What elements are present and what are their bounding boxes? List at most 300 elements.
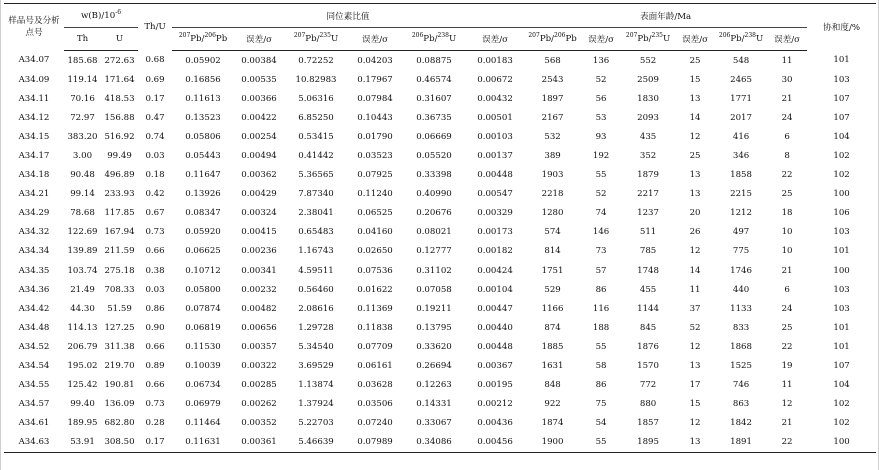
- cell-ratio-207-235: 1.16743: [298, 246, 334, 257]
- cell-ratio-206-238: 0.26694: [416, 361, 452, 372]
- cell-error: 10: [781, 227, 793, 238]
- cell-ratio-207-206: 0.11530: [185, 341, 221, 352]
- header-th: Th: [64, 28, 101, 51]
- cell-concordance: 107: [833, 112, 850, 123]
- cell-age-207-235: 785: [639, 246, 657, 257]
- cell-age-206-238: 775: [732, 246, 750, 257]
- cell-error: 0.01790: [357, 131, 393, 142]
- cell-error: 0.00236: [241, 246, 277, 257]
- cell-th: 53.91: [64, 433, 101, 453]
- cell-ratio-207-235: 0.53415: [298, 131, 334, 142]
- cell-error: 0.00672: [477, 74, 513, 85]
- cell-ratio-206-238: 0.33398: [416, 170, 452, 181]
- cell-error: 25: [689, 151, 701, 162]
- cell-sample-id: A34.61: [18, 418, 50, 429]
- header-sample-id: 样品号及分析点号: [4, 4, 64, 51]
- cell-error: 0.00448: [477, 341, 513, 352]
- cell-error: 0.00656: [241, 322, 277, 333]
- cell-ratio-206-238: 0.46574: [416, 74, 452, 85]
- cell-u: 99.49: [107, 151, 132, 162]
- cell-concordance: 104: [833, 131, 850, 142]
- cell-ratio-206-238: 0.06669: [416, 131, 452, 142]
- cell-error: 0.00384: [241, 55, 277, 66]
- cell-age-206-238: 1771: [730, 93, 752, 104]
- cell-error: 0.07536: [357, 265, 393, 276]
- header-isotope-ratios: 同位素比值: [172, 4, 524, 28]
- cell-ratio-207-206: 0.11613: [185, 93, 221, 104]
- cell-age-207-235: 1876: [637, 341, 659, 352]
- cell-sample-id: A34.21: [18, 189, 50, 200]
- cell-ratio-206-238: 0.08875: [416, 55, 452, 66]
- cell-error: 0.00501: [477, 112, 513, 123]
- cell-ratio-207-206: 0.07874: [185, 303, 221, 314]
- cell-ratio-207-206: 0.05902: [185, 55, 221, 66]
- cell-ratio-207-206: 0.11647: [185, 170, 221, 181]
- cell-error: 14: [689, 112, 701, 123]
- cell-error: 116: [592, 303, 610, 314]
- table-row: [4, 146, 876, 165]
- cell-age-207-206: 2167: [541, 112, 564, 123]
- cell-age-206-238: 497: [732, 227, 750, 238]
- cell-error: 0.04160: [357, 227, 393, 238]
- cell-ratio-206-238: 0.14331: [416, 399, 452, 410]
- cell-error: 56: [595, 93, 607, 104]
- table-row: [4, 337, 876, 356]
- cell-ratio-207-206: 0.10039: [185, 361, 221, 372]
- cell-error: 21: [781, 265, 793, 276]
- cell-u: 117.85: [104, 208, 135, 219]
- cell-error: 25: [781, 322, 793, 333]
- cell-ratio-206-238: 0.31102: [416, 265, 452, 276]
- cell-error: 20: [689, 208, 701, 219]
- cell-u: 219.70: [104, 361, 135, 372]
- cell-age-206-238: 548: [732, 55, 750, 66]
- cell-ratio-207-235: 10.82983: [295, 74, 337, 85]
- cell-error: 13: [689, 189, 701, 200]
- cell-concordance: 102: [833, 170, 850, 181]
- cell-sample-id: A34.52: [18, 341, 50, 352]
- cell-error: 0.00429: [241, 189, 277, 200]
- cell-error: 0.10443: [357, 112, 393, 123]
- cell-ratio-207-206: 0.05443: [185, 151, 221, 162]
- cell-age-206-238: 833: [732, 322, 750, 333]
- cell-sample-id: A34.57: [18, 399, 50, 410]
- cell-ratio-207-206: 0.06979: [185, 399, 221, 410]
- cell-age-207-206: 2543: [541, 74, 564, 85]
- cell-th: 90.48: [70, 170, 95, 181]
- cell-age-207-206: 1885: [541, 341, 564, 352]
- cell-ratio-207-235: 5.06316: [298, 93, 334, 104]
- cell-error: 0.00341: [241, 265, 277, 276]
- cell-age-207-235: 2217: [637, 189, 659, 200]
- header-ratio-207-206: $^{207}$Pb/$^{206}$Pb: [172, 28, 234, 51]
- cell-ratio-206-238: 0.13795: [416, 322, 452, 333]
- cell-sample-id: A34.36: [18, 284, 50, 295]
- cell-th: 70.16: [70, 93, 95, 104]
- cell-th-u-ratio: 0.73: [145, 227, 165, 238]
- cell-concordance: 103: [833, 303, 850, 314]
- cell-th-u-ratio: 0.38: [145, 265, 165, 276]
- cell-th-u-ratio: 0.42: [145, 189, 165, 200]
- cell-age-207-206: 1900: [524, 433, 581, 453]
- cell-error: 0.00362: [241, 170, 277, 181]
- cell-concordance: 100: [833, 265, 850, 276]
- cell-concordance: 101: [833, 341, 850, 352]
- cell-error: 0.03628: [357, 380, 393, 391]
- cell-sample-id: A34.54: [18, 361, 50, 372]
- cell-u: 51.59: [107, 303, 132, 314]
- cell-error: 0.00547: [477, 189, 513, 200]
- cell-th: 72.97: [70, 112, 95, 123]
- cell-age-206-238: 1858: [730, 170, 752, 181]
- cell-error: 0.03506: [357, 399, 393, 410]
- cell-ratio-206-238: 0.05520: [416, 151, 452, 162]
- cell-error: 0.07240: [357, 418, 393, 429]
- cell-age-207-235: 1895: [621, 433, 675, 453]
- cell-age-207-206: 1874: [541, 418, 564, 429]
- cell-error: 22: [781, 341, 793, 352]
- cell-th: 206.79: [67, 341, 98, 352]
- cell-sample-id: A34.35: [18, 265, 50, 276]
- cell-concordance: 107: [833, 361, 850, 372]
- cell-sample-id: A34.07: [18, 55, 50, 66]
- cell-error: 14: [689, 265, 701, 276]
- cell-error: 136: [592, 55, 610, 66]
- table-row: [4, 261, 876, 280]
- cell-error: 18: [781, 208, 793, 219]
- cell-error: 0.00262: [241, 399, 277, 410]
- cell-error: 13: [689, 170, 701, 181]
- cell-ratio-207-206: 0.06734: [185, 380, 221, 391]
- cell-error: 86: [595, 380, 607, 391]
- cell-age-207-235: 1570: [637, 361, 659, 372]
- cell-th-u-ratio: 0.68: [145, 55, 165, 66]
- cell-error: 75: [595, 399, 607, 410]
- cell-th-u-ratio: 0.67: [145, 208, 165, 219]
- cell-error: 0.00322: [241, 361, 277, 372]
- cell-age-207-206: 814: [544, 246, 561, 257]
- cell-error: 0.11838: [357, 322, 393, 333]
- cell-ratio-207-206: 0.08347: [185, 208, 221, 219]
- table-row: [4, 376, 876, 395]
- cell-u: 516.92: [104, 131, 135, 142]
- cell-error: 0.06525: [357, 208, 393, 219]
- cell-th-u-ratio: 0.47: [145, 112, 165, 123]
- cell-age-207-206: 1631: [541, 361, 564, 372]
- cell-u: 156.88: [104, 112, 135, 123]
- cell-th: 119.14: [67, 74, 98, 85]
- cell-error: 0.04203: [357, 55, 393, 66]
- cell-error: 0.00366: [241, 93, 277, 104]
- cell-u: 272.63: [104, 55, 135, 66]
- cell-error: 19: [781, 361, 793, 372]
- cell-th-u-ratio: 0.66: [145, 380, 165, 391]
- cell-error: 8: [784, 151, 790, 162]
- cell-ratio-207-235: 7.87340: [298, 189, 334, 200]
- cell-ratio-207-235: 5.46639: [284, 433, 348, 453]
- cell-error: 13: [689, 93, 701, 104]
- cell-sample-id: A34.32: [18, 227, 50, 238]
- cell-concordance: 101: [833, 246, 850, 257]
- cell-sample-id: A34.34: [18, 246, 50, 257]
- cell-sample-id: A34.15: [18, 131, 50, 142]
- cell-error: 0.00285: [241, 380, 277, 391]
- cell-sample-id: A34.63: [4, 433, 64, 453]
- table-row: [4, 357, 876, 376]
- cell-th: 195.02: [67, 361, 98, 372]
- cell-age-207-206: 574: [544, 227, 561, 238]
- cell-error: 0.11240: [357, 189, 393, 200]
- cell-concordance: 100: [807, 433, 876, 453]
- cell-error: 58: [595, 361, 607, 372]
- table-row: [4, 51, 876, 71]
- header-error: 误差/σ: [234, 28, 284, 51]
- cell-ratio-207-235: 5.22703: [298, 418, 334, 429]
- cell-th: 21.49: [70, 284, 95, 295]
- cell-concordance: 107: [833, 93, 850, 104]
- cell-error: 15: [689, 399, 701, 410]
- cell-ratio-207-206: 0.13926: [185, 189, 221, 200]
- cell-concordance: 103: [833, 227, 850, 238]
- cell-ratio-207-206: 0.06819: [185, 322, 221, 333]
- cell-error: 21: [781, 418, 793, 429]
- cell-u: 167.94: [104, 227, 135, 238]
- cell-age-207-235: 2093: [637, 112, 659, 123]
- table-row: [4, 70, 876, 89]
- cell-error: 0.00329: [477, 208, 513, 219]
- cell-error: 15: [689, 74, 701, 85]
- cell-error: 146: [592, 227, 610, 238]
- cell-error: 0.00324: [241, 208, 277, 219]
- cell-error: 55: [595, 170, 607, 181]
- header-error: 误差/σ: [767, 28, 807, 51]
- header-error: 误差/σ: [581, 28, 621, 51]
- table-row: [4, 414, 876, 433]
- cell-error: 54: [595, 418, 607, 429]
- cell-ratio-207-206: 0.11464: [185, 418, 221, 429]
- cell-age-206-238: 346: [732, 151, 750, 162]
- cell-u: 171.64: [104, 74, 135, 85]
- cell-concordance: 103: [833, 284, 850, 295]
- cell-ratio-207-206: 0.11631: [172, 433, 234, 453]
- table-row: [4, 89, 876, 108]
- cell-age-207-206: 922: [544, 399, 561, 410]
- header-th-u: Th/U: [138, 4, 172, 51]
- cell-error: 0.00447: [477, 303, 513, 314]
- table-body: [4, 51, 876, 453]
- cell-th-u-ratio: 0.86: [145, 303, 165, 314]
- cell-ratio-207-206: 0.05920: [185, 227, 221, 238]
- cell-age-206-238: 746: [732, 380, 750, 391]
- cell-error: 0.00432: [477, 93, 513, 104]
- cell-age-207-235: 880: [639, 399, 657, 410]
- cell-age-206-238: 1133: [730, 303, 752, 314]
- cell-error: 0.01622: [357, 284, 393, 295]
- cell-error: 0.00104: [477, 284, 513, 295]
- table-row: [4, 395, 876, 414]
- cell-ratio-207-206: 0.10712: [185, 265, 221, 276]
- cell-sample-id: A34.17: [18, 151, 50, 162]
- cell-error: 52: [595, 74, 607, 85]
- cell-error: 0.00254: [241, 131, 277, 142]
- cell-concordance: 102: [833, 151, 850, 162]
- cell-age-207-206: 1166: [541, 303, 564, 314]
- table-row: [4, 185, 876, 204]
- cell-th-u-ratio: 0.66: [145, 246, 165, 257]
- cell-th: 78.68: [70, 208, 95, 219]
- cell-age-206-238: 2017: [730, 112, 752, 123]
- cell-error: 0.00367: [477, 361, 513, 372]
- cell-age-206-238: 440: [732, 284, 750, 295]
- cell-error: 21: [781, 93, 793, 104]
- table-row: [4, 127, 876, 146]
- cell-ratio-206-238: 0.36735: [416, 112, 452, 123]
- cell-sample-id: A34.48: [18, 322, 50, 333]
- cell-age-207-235: 1857: [637, 418, 659, 429]
- cell-error: 0.00415: [241, 227, 277, 238]
- cell-error: 188: [592, 322, 610, 333]
- cell-th-u-ratio: 0.17: [145, 93, 165, 104]
- cell-concordance: 101: [833, 55, 850, 66]
- cell-age-207-206: 874: [544, 322, 561, 333]
- cell-u: 496.89: [104, 170, 135, 181]
- cell-concordance: 106: [833, 208, 850, 219]
- cell-ratio-207-206: 0.13523: [185, 112, 221, 123]
- cell-error: 0.00357: [241, 341, 277, 352]
- cell-sample-id: A34.11: [18, 93, 50, 104]
- cell-ratio-207-235: 3.69529: [298, 361, 334, 372]
- cell-ratio-207-206: 0.16856: [185, 74, 221, 85]
- cell-error: 13: [675, 433, 715, 453]
- cell-age-206-238: 1746: [730, 265, 752, 276]
- cell-sample-id: A34.29: [18, 208, 50, 219]
- cell-age-207-206: 568: [544, 55, 561, 66]
- table-header: [4, 4, 876, 51]
- cell-ratio-206-238: 0.19211: [416, 303, 452, 314]
- cell-concordance: 103: [833, 74, 850, 85]
- table-row: [4, 223, 876, 242]
- cell-error: 12: [689, 246, 701, 257]
- cell-error: 0.03523: [357, 151, 393, 162]
- cell-error: 86: [595, 284, 607, 295]
- header-error: 误差/σ: [675, 28, 715, 51]
- cell-age-206-238: 2465: [730, 74, 752, 85]
- cell-error: 0.00232: [241, 284, 277, 295]
- cell-error: 24: [781, 303, 793, 314]
- cell-th: 99.40: [70, 399, 95, 410]
- cell-error: 0.07989: [348, 433, 402, 453]
- cell-ratio-206-238: 0.07058: [416, 284, 452, 295]
- cell-age-207-206: 1897: [541, 93, 564, 104]
- cell-error: 0.00494: [241, 151, 277, 162]
- cell-error: 6: [784, 131, 790, 142]
- cell-ratio-207-235: 6.85250: [298, 112, 334, 123]
- cell-ratio-206-238: 0.34086: [402, 433, 466, 453]
- header-wb: $w(B)/10^{-6}$: [64, 4, 138, 28]
- cell-error: 0.07925: [357, 170, 393, 181]
- header-ratio-206-238: $^{206}$Pb/$^{238}$U: [402, 28, 466, 51]
- cell-error: 0.02650: [357, 246, 393, 257]
- cell-sample-id: A34.18: [18, 170, 50, 181]
- cell-error: 0.07984: [357, 93, 393, 104]
- cell-u: 127.25: [104, 322, 135, 333]
- cell-concordance: 102: [833, 399, 850, 410]
- header-age-206-238: $^{206}$Pb/$^{238}$U: [715, 28, 767, 51]
- header-surface-ages: 表面年龄/Ma: [524, 4, 807, 28]
- cell-age-207-206: 532: [544, 131, 561, 142]
- cell-age-207-206: 848: [544, 380, 561, 391]
- cell-ratio-207-235: 1.29728: [298, 322, 334, 333]
- cell-sample-id: A34.55: [18, 380, 50, 391]
- table-row: [4, 204, 876, 223]
- cell-error: 0.00424: [477, 265, 513, 276]
- cell-error: 0.17967: [357, 74, 393, 85]
- cell-ratio-207-235: 1.37924: [298, 399, 334, 410]
- cell-age-206-238: 1212: [730, 208, 752, 219]
- cell-th-u-ratio: 0.03: [145, 151, 165, 162]
- cell-error: 12: [689, 341, 701, 352]
- cell-u: 418.53: [104, 93, 135, 104]
- cell-error: 22: [767, 433, 807, 453]
- table-row: [4, 433, 876, 453]
- cell-u: 311.38: [104, 341, 135, 352]
- cell-age-207-235: 511: [639, 227, 657, 238]
- cell-age-207-235: 552: [639, 55, 657, 66]
- cell-ratio-207-235: 5.34540: [298, 341, 334, 352]
- cell-age-207-235: 455: [639, 284, 657, 295]
- cell-concordance: 104: [833, 380, 850, 391]
- cell-error: 24: [781, 112, 793, 123]
- cell-u: 211.59: [104, 246, 135, 257]
- cell-age-207-235: 2509: [637, 74, 659, 85]
- cell-th-u-ratio: 0.90: [145, 322, 165, 333]
- cell-error: 52: [689, 322, 701, 333]
- cell-th: 44.30: [70, 303, 95, 314]
- cell-error: 74: [595, 208, 607, 219]
- cell-error: 0.06161: [357, 361, 393, 372]
- cell-error: 73: [595, 246, 607, 257]
- cell-ratio-206-238: 0.33620: [416, 341, 452, 352]
- cell-ratio-206-238: 0.31607: [416, 93, 452, 104]
- table-row: [4, 166, 876, 185]
- cell-concordance: 101: [833, 322, 850, 333]
- cell-ratio-206-238: 0.12263: [416, 380, 452, 391]
- cell-age-207-206: 1280: [541, 208, 564, 219]
- cell-th: 383.20: [67, 131, 98, 142]
- cell-age-207-206: 1751: [541, 265, 564, 276]
- cell-age-206-238: 1891: [715, 433, 767, 453]
- cell-error: 0.11369: [357, 303, 393, 314]
- cell-u: 190.81: [104, 380, 135, 391]
- table-row: [4, 108, 876, 127]
- table-row: [4, 299, 876, 318]
- cell-error: 12: [689, 131, 701, 142]
- cell-error: 57: [595, 265, 607, 276]
- cell-concordance: 102: [833, 418, 850, 429]
- cell-error: 11: [781, 380, 793, 391]
- cell-error: 25: [781, 189, 793, 200]
- cell-ratio-207-206: 0.06625: [185, 246, 221, 257]
- cell-th-u-ratio: 0.66: [145, 341, 165, 352]
- cell-error: 0.00482: [241, 303, 277, 314]
- zircon-u-pb-data-table: [4, 3, 876, 453]
- cell-ratio-206-238: 0.20676: [416, 208, 452, 219]
- cell-error: 17: [689, 380, 701, 391]
- cell-age-207-206: 529: [544, 284, 561, 295]
- cell-error: 0.00535: [241, 74, 277, 85]
- cell-ratio-207-235: 2.38041: [298, 208, 334, 219]
- cell-error: 55: [595, 341, 607, 352]
